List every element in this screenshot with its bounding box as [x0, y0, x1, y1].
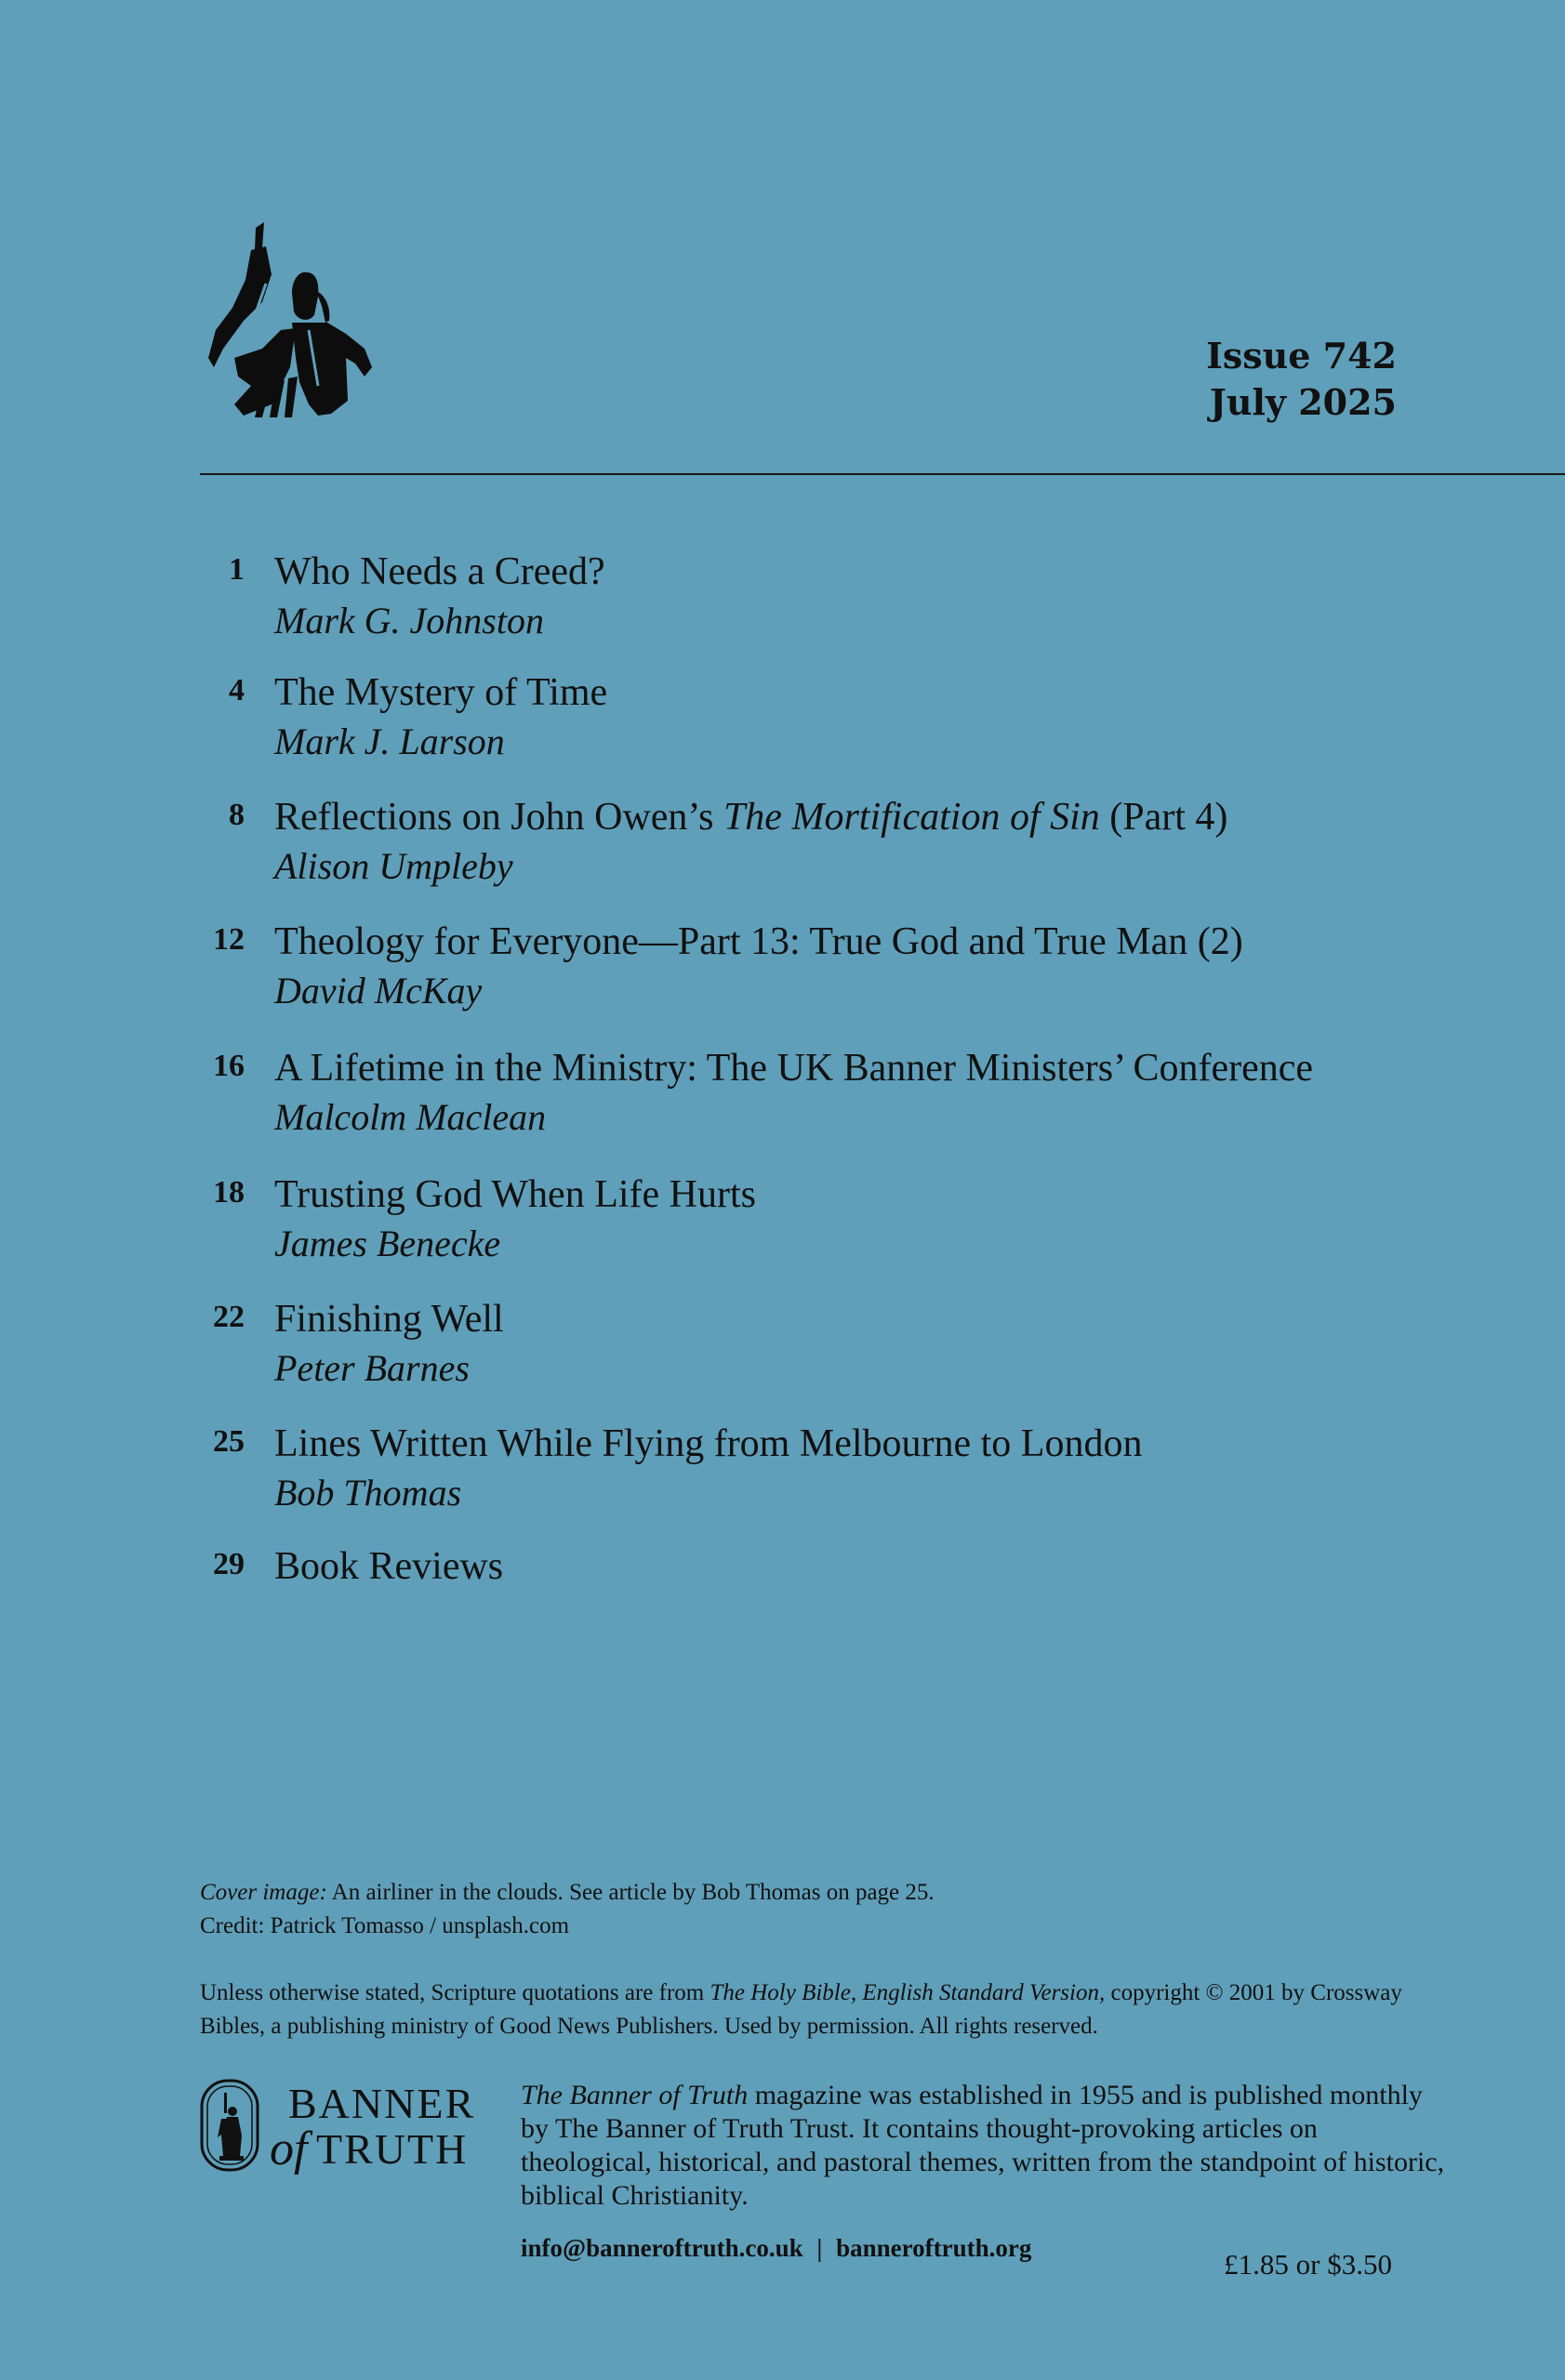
wordmark-banner: BANNER — [288, 2080, 476, 2127]
toc-entry[interactable] — [200, 792, 1465, 891]
toc-author: David McKay — [274, 970, 483, 1012]
toc-author: Malcolm Maclean — [274, 1096, 547, 1138]
toc-author: Peter Barnes — [274, 1347, 470, 1389]
toc-title: Finishing Well — [274, 1298, 504, 1341]
toc-page-number: 29 — [213, 1547, 245, 1581]
price: £1.85 or $3.50 — [1224, 2248, 1392, 2281]
scripture-text: Unless otherwise stated, Scripture quotations are from — [200, 1980, 710, 2005]
website-link[interactable]: banneroftruth.org — [836, 2234, 1032, 2262]
contact-info — [521, 2234, 1031, 2263]
issue-date: July 2025 — [1209, 381, 1397, 423]
toc-page-number: 18 — [213, 1175, 245, 1210]
toc-page-number: 1 — [229, 552, 245, 587]
table-of-contents — [200, 547, 1465, 1592]
banner-figure-logo — [206, 218, 378, 423]
toc-title: A Lifetime in the Ministry: The UK Banner Ministers’ Conference — [274, 1047, 1314, 1090]
contact-separator: | — [816, 2234, 823, 2262]
toc-entry[interactable] — [200, 547, 1465, 645]
toc-page-number: 25 — [213, 1424, 245, 1459]
toc-author: Mark J. Larson — [274, 721, 505, 762]
magazine-name: The Banner of Truth — [521, 2080, 749, 2110]
toc-page-number: 22 — [213, 1300, 245, 1334]
toc-title-book: The Mortification of Sin — [723, 796, 1100, 839]
toc-title-part: Reflections on John Owen’s — [274, 796, 723, 839]
wordmark-truth: TRUTH — [316, 2125, 469, 2173]
toc-author: Bob Thomas — [274, 1472, 462, 1514]
toc-entry[interactable] — [200, 1419, 1465, 1517]
toc-entry[interactable] — [200, 1541, 1465, 1592]
toc-page-number: 4 — [229, 673, 245, 707]
cover-credit-label: Cover image: — [200, 1880, 327, 1905]
photo-credit: Credit: Patrick Tomasso / unsplash.com — [200, 1913, 570, 1938]
cover-credit-text: An airliner in the clouds. See article by Bob Thomas on page 25. — [326, 1880, 935, 1905]
toc-title: Trusting God When Life Hurts — [274, 1173, 756, 1216]
toc-page-number: 16 — [213, 1049, 245, 1083]
toc-entry[interactable] — [200, 1043, 1465, 1142]
toc-author: James Benecke — [274, 1223, 501, 1264]
toc-entry[interactable] — [200, 917, 1465, 1015]
toc-title — [274, 792, 1465, 842]
header-divider — [200, 473, 1565, 475]
banner-of-truth-wordmark — [270, 2082, 502, 2175]
banner-emblem-logo — [199, 2078, 260, 2173]
toc-entry[interactable] — [200, 668, 1465, 766]
about-magazine — [521, 2079, 1451, 2213]
about-text: magazine was established in 1955 and is published monthly by The Banner of Truth Trust. It contains thought-provoking articles on theological, historical, and pastoral themes, written from the standpoint of historic, biblical Christianity. — [521, 2080, 1445, 2211]
wordmark-of: of — [270, 2122, 308, 2175]
toc-title: Theology for Everyone—Part 13: True God and True Man (2) — [274, 920, 1243, 963]
toc-entry[interactable] — [200, 1294, 1465, 1393]
toc-entry[interactable] — [200, 1170, 1465, 1268]
scripture-notice — [200, 1977, 1465, 2043]
issue-number: Issue 742 — [1206, 335, 1397, 377]
scripture-text: copyright © 2001 by Crossway Bibles, a publishing ministry of Good News Publishers. Used by permission. All rights reserved. — [200, 1980, 1402, 2039]
toc-title: Lines Written While Flying from Melbourne to London — [274, 1422, 1143, 1465]
toc-author: Mark G. Johnston — [274, 600, 544, 641]
scripture-version: The Holy Bible, English Standard Version, — [710, 1980, 1106, 2005]
toc-title: Who Needs a Creed? — [274, 550, 605, 593]
toc-title: The Mystery of Time — [274, 671, 608, 714]
toc-page-number: 12 — [213, 922, 245, 957]
toc-title: Book Reviews — [274, 1545, 504, 1588]
cover-credit — [200, 1876, 935, 1943]
issue-info — [1206, 333, 1397, 426]
toc-title-part: (Part 4) — [1099, 796, 1228, 839]
toc-page-number: 8 — [229, 798, 245, 832]
email-link[interactable]: info@banneroftruth.co.uk — [521, 2234, 803, 2262]
toc-author: Alison Umpleby — [274, 845, 513, 887]
